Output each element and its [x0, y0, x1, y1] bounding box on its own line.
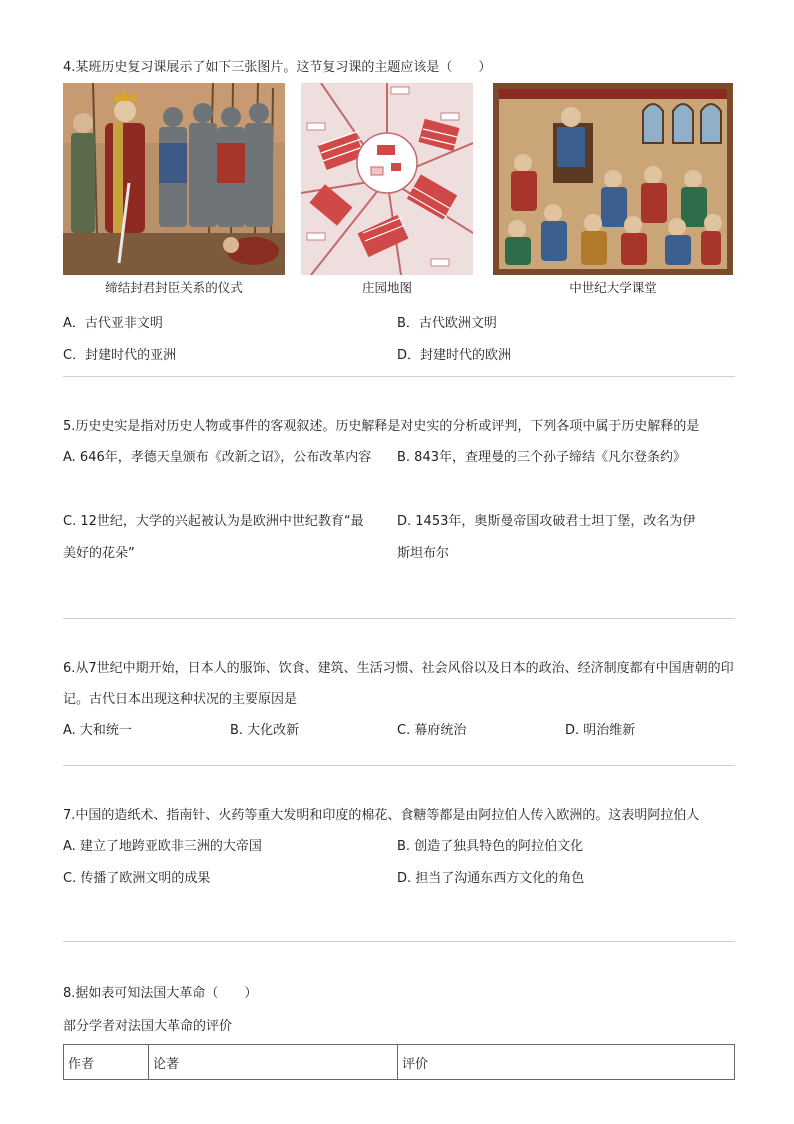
option-b[interactable]: B. 创造了独具特色的阿拉伯文化	[397, 839, 584, 854]
option-c[interactable]: C. 12世纪，大学的兴起被认为是欧洲中世纪教育“最美好的花朵”	[63, 514, 364, 561]
option-c[interactable]: C. 传播了欧洲文明的成果	[63, 871, 211, 886]
option-c[interactable]: C. 幕府统治	[397, 723, 467, 738]
figure-caption: 庄园地图	[361, 280, 412, 295]
table-header-row	[64, 1045, 735, 1080]
figure-row	[63, 83, 735, 308]
options-row	[63, 506, 735, 570]
question-stem: 8.据如表可知法国大革命（ ）	[63, 986, 258, 1001]
option-a[interactable]: A．古代亚非文明	[63, 316, 163, 331]
question-7	[63, 800, 735, 895]
option-d[interactable]: D．封建时代的欧洲	[397, 348, 512, 363]
option-d[interactable]: D. 1453年，奥斯曼帝国攻破君士坦丁堡，改名为伊斯坦布尔	[397, 514, 696, 561]
divider	[63, 765, 735, 766]
figure-university	[493, 83, 733, 297]
table-header-cell: 评价	[398, 1045, 735, 1080]
options-row	[63, 442, 735, 506]
option-a[interactable]: A. 646年，孝德天皇颁布《改新之诏》，公布改革内容	[63, 450, 372, 465]
option-a[interactable]: A. 建立了地跨亚欧非三洲的大帝国	[63, 839, 262, 854]
medieval-homage-painting	[63, 83, 285, 275]
option-b[interactable]: B. 大化改新	[230, 723, 300, 738]
options-row	[63, 340, 735, 372]
table-header-cell: 作者	[64, 1045, 149, 1080]
manor-map-diagram	[301, 83, 473, 275]
question-stem: 5.历史史实是指对历史人物或事件的客观叙述。历史解释是对史实的分析或评判，下列各项中属于历史解释的是	[63, 419, 700, 434]
figure-homage	[63, 83, 285, 297]
options-row	[63, 831, 735, 863]
question-stem: 6.从7世纪中期开始，日本人的服饰、饮食、建筑、生活习惯、社会风俗以及日本的政治、经济制度都有中国唐朝的印记。古代日本出现这种状况的主要原因是	[63, 661, 734, 707]
option-c[interactable]: C．封建时代的亚洲	[63, 348, 177, 363]
divider	[63, 376, 735, 377]
question-stem: 7.中国的造纸术、指南针、火药等重大发明和印度的棉花、食糖等都是由阿拉伯人传入欧洲的。这表明阿拉伯人	[63, 808, 700, 823]
figure-caption: 中世纪大学课堂	[569, 280, 657, 295]
figure-caption: 缔结封君封臣关系的仪式	[105, 280, 243, 295]
divider	[63, 941, 735, 942]
question-8	[63, 978, 735, 1080]
option-d[interactable]: D. 担当了沟通东西方文化的角色	[397, 871, 585, 886]
option-b[interactable]: B．古代欧洲文明	[397, 316, 497, 331]
question-6	[63, 653, 735, 747]
options-row	[63, 308, 735, 340]
option-d[interactable]: D. 明治维新	[565, 723, 636, 738]
medieval-university-classroom-painting	[493, 83, 733, 275]
question-4	[63, 52, 735, 372]
divider	[63, 618, 735, 619]
options-row	[63, 863, 735, 895]
table-title: 部分学者对法国大革命的评价	[63, 1019, 233, 1034]
options-row	[63, 715, 735, 747]
option-b[interactable]: B. 843年，查理曼的三个孙子缔结《凡尔登条约》	[397, 450, 686, 465]
question-stem: 4.某班历史复习课展示了如下三张图片。这节复习课的主题应该是（ ）	[63, 60, 492, 75]
figure-manor-map	[301, 83, 473, 297]
table-header-cell: 论著	[149, 1045, 398, 1080]
evaluation-table	[63, 1044, 735, 1080]
question-5	[63, 411, 735, 570]
option-a[interactable]: A. 大和统一	[63, 723, 132, 738]
